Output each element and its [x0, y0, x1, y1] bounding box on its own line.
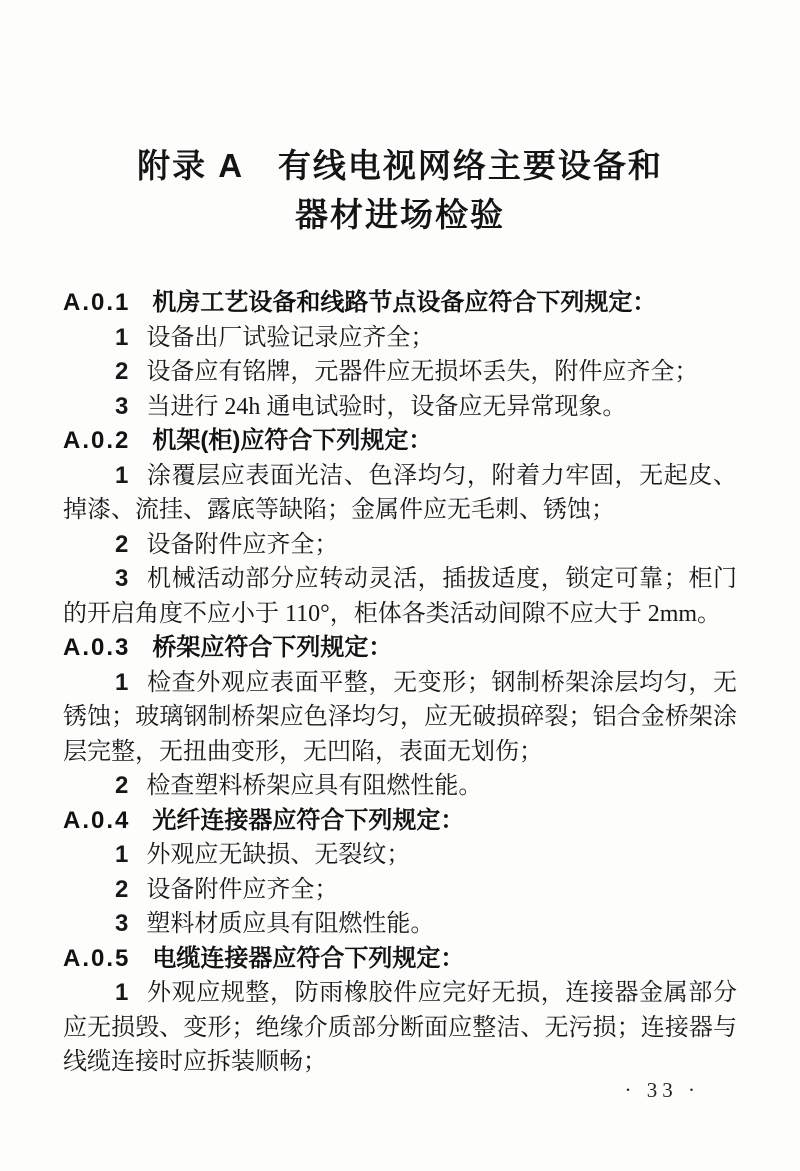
clause-item — [63, 321, 737, 356]
item-number: 2 — [115, 875, 129, 903]
document-body — [63, 286, 737, 1080]
item-number: 1 — [115, 668, 129, 696]
item-text: 当进行 24h 通电试验时，设备应无异常现象。 — [146, 393, 627, 420]
clause-item — [63, 459, 737, 528]
item-text: 设备附件应齐全； — [146, 876, 339, 903]
clause-item — [63, 769, 737, 804]
clause-heading — [63, 424, 737, 459]
appendix-title — [63, 141, 737, 239]
clause-item — [63, 528, 737, 563]
item-text: 塑料材质应具有阻燃性能。 — [146, 911, 435, 937]
item-number: 2 — [115, 772, 129, 799]
clause-heading — [63, 286, 737, 321]
item-number: 2 — [115, 358, 129, 385]
item-text: 涂覆层应表面光洁、色泽均匀，附着力牢固，无起皮、掉漆、流挂、露底等缺陷；金属件应无毛刺、锈蚀； — [63, 462, 737, 523]
clause-title-text: 桥架应符合下列规定： — [152, 634, 393, 661]
clause-item — [63, 562, 737, 631]
item-text: 设备附件应齐全； — [146, 531, 339, 558]
appendix-title-line2: 器材进场检验 — [295, 196, 505, 233]
item-text: 外观应无缺损、无裂纹； — [146, 842, 411, 868]
clause-number: A.0.3 — [63, 634, 131, 661]
page-number: · 33 · — [624, 1078, 700, 1102]
item-number: 3 — [115, 392, 129, 420]
clause-item — [63, 355, 737, 390]
clause-item — [63, 838, 737, 873]
item-number: 1 — [115, 841, 129, 868]
clause-number: A.0.1 — [63, 289, 131, 316]
item-number: 1 — [115, 461, 129, 489]
item-text: 检查外观应表面平整，无变形；钢制桥架涂层均匀，无锈蚀；玻璃钢制桥架应色泽均匀，应无破损碎裂；铝合金桥架涂层完整，无扭曲变形，无凹陷，表面无划伤； — [63, 669, 737, 765]
item-number: 3 — [115, 565, 129, 592]
clause-number: A.0.4 — [63, 806, 131, 834]
clause-item — [63, 873, 737, 908]
clause-item — [63, 666, 737, 770]
clause-heading — [63, 631, 737, 666]
clause-title-text: 机房工艺设备和线路节点设备应符合下列规定： — [152, 289, 657, 316]
clause-title-text: 电缆连接器应符合下列规定： — [152, 944, 465, 972]
item-text: 设备应有铭牌，元器件应无损坏丢失，附件应齐全； — [146, 359, 699, 385]
item-number: 3 — [115, 910, 129, 937]
item-number: 2 — [115, 530, 129, 558]
clause-title-text: 光纤连接器应符合下列规定： — [152, 806, 465, 834]
clause-number: A.0.2 — [63, 427, 131, 454]
item-text: 检查塑料桥架应具有阻燃性能。 — [146, 773, 483, 799]
item-text: 设备出厂试验记录应齐全； — [146, 324, 435, 351]
clause-title-text: 机架(柜)应符合下列规定： — [152, 427, 433, 454]
clause-item — [63, 907, 737, 942]
item-text: 外观应规整，防雨橡胶件应完好无损，连接器金属部分应无损毁、变形；绝缘介质部分断面应整洁、无污损；连接器与线缆连接时应拆装顺畅； — [63, 980, 737, 1075]
clause-item — [63, 390, 737, 425]
appendix-title-line1: 附录 A 有线电视网络主要设备和 — [137, 147, 663, 184]
item-text: 机械活动部分应转动灵活，插拔适度，锁定可靠；柜门的开启角度不应小于 110°，柜体各类活动间隙不应大于 2mm。 — [63, 566, 737, 627]
clause-heading — [63, 942, 737, 977]
clause-item — [63, 976, 737, 1080]
clause-number: A.0.5 — [63, 944, 131, 972]
item-number: 1 — [115, 323, 129, 351]
item-number: 1 — [115, 979, 129, 1006]
clause-heading — [63, 804, 737, 839]
